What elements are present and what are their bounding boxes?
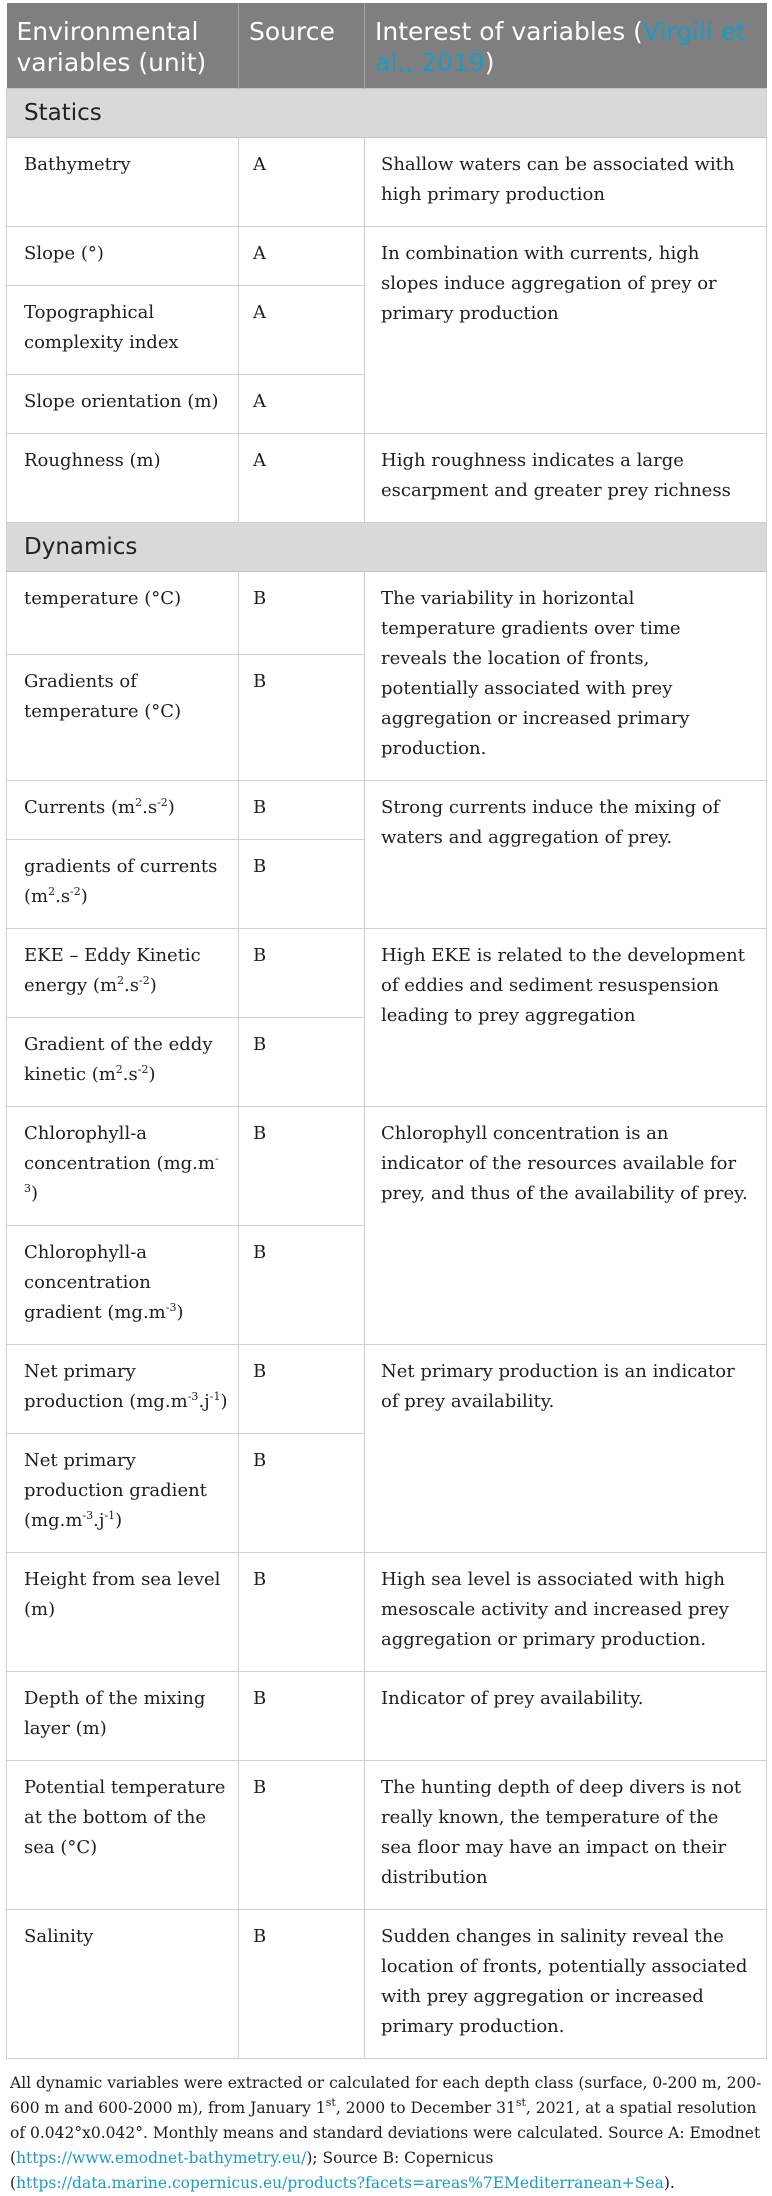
source-cell: B	[239, 1018, 365, 1107]
source-cell: A	[239, 138, 365, 227]
source-cell: A	[239, 434, 365, 523]
source-cell: A	[239, 227, 365, 286]
unit-exponent: -1	[209, 1390, 221, 1403]
section-row-dynamics	[7, 523, 767, 572]
variable-cell: Potential temperature at the bottom of the sea (°C)	[7, 1761, 239, 1910]
emodnet-link[interactable]: https://www.emodnet-bathymetry.eu/	[16, 2149, 307, 2167]
variable-cell	[7, 1107, 239, 1226]
variable-text: .j	[93, 1510, 105, 1531]
variable-cell	[7, 840, 239, 929]
variable-text: Chlorophyll-a concentration (mg.m	[24, 1123, 215, 1174]
unit-exponent: 2	[135, 796, 143, 809]
variable-cell	[7, 1226, 239, 1345]
unit-exponent: 2	[48, 885, 56, 898]
variable-text: .s	[142, 797, 158, 818]
unit-exponent: -3	[82, 1509, 94, 1522]
unit-exponent: -3	[187, 1390, 199, 1403]
variable-cell	[7, 1434, 239, 1553]
variable-text: )	[149, 975, 157, 996]
source-cell: B	[239, 1107, 365, 1226]
table-row	[7, 1672, 767, 1761]
variable-cell	[7, 781, 239, 840]
variable-text: EKE – Eddy Kinetic energy (m	[24, 945, 201, 996]
environmental-variables-table	[6, 3, 767, 2059]
variable-cell: Slope orientation (m)	[7, 375, 239, 434]
citation-link[interactable]: Virgili et al., 2019	[375, 17, 747, 77]
table-row	[7, 1761, 767, 1910]
variable-text: )	[80, 886, 88, 907]
unit-exponent: 2	[117, 974, 125, 987]
variable-text: Net primary production (mg.m	[24, 1361, 188, 1412]
source-cell: B	[239, 1553, 365, 1672]
variable-text: Net primary production gradient (mg.m	[24, 1450, 207, 1531]
footnote-ordinal: st	[325, 2096, 336, 2109]
header-interest-label: Interest of variables (	[375, 17, 643, 46]
header-source: Source	[239, 3, 365, 89]
header-interest	[365, 3, 767, 89]
copernicus-link[interactable]: https://data.marine.copernicus.eu/products?facets=areas%7EMediterranean+Sea	[16, 2174, 664, 2192]
source-cell: A	[239, 286, 365, 375]
interest-cell: High roughness indicates a large escarpment and greater prey richness	[365, 434, 767, 523]
interest-cell: Sudden changes in salinity reveal the location of fronts, potentially associated with prey aggregation or increased primary production.	[365, 1910, 767, 2059]
table-row	[7, 434, 767, 523]
unit-exponent: -2	[157, 796, 168, 809]
table-row	[7, 1107, 767, 1226]
table-footnote	[6, 2059, 766, 2196]
source-cell: B	[239, 572, 365, 655]
variable-cell: Height from sea level (m)	[7, 1553, 239, 1672]
variable-cell: Bathymetry	[7, 138, 239, 227]
variable-cell: Slope (°)	[7, 227, 239, 286]
variable-cell: temperature (°C)	[7, 572, 239, 655]
footnote-text: , 2021, at a spatial resolution of 0.042°x0.042°. Monthly means and standard deviations were calculated. Source A: Emodnet (	[10, 2099, 761, 2167]
variable-text: )	[176, 1302, 184, 1323]
variable-text: .j	[198, 1391, 210, 1412]
table-row	[7, 227, 767, 286]
source-cell: B	[239, 1761, 365, 1910]
footnote-text: ); Source B: Copernicus (	[10, 2149, 494, 2192]
header-variables: Environmental variables (unit)	[7, 3, 239, 89]
section-dynamics: Dynamics	[7, 523, 767, 572]
table-row	[7, 138, 767, 227]
unit-exponent: -2	[70, 885, 81, 898]
variable-cell	[7, 1018, 239, 1107]
variable-text: Chlorophyll-a concentration gradient (mg.m	[24, 1242, 166, 1323]
interest-cell: Strong currents induce the mixing of waters and aggregation of prey.	[365, 781, 767, 929]
unit-exponent: -2	[137, 1063, 149, 1076]
source-cell: B	[239, 840, 365, 929]
interest-cell: The variability in horizontal temperature gradients over time reveals the location of fronts, potentially associated with prey aggregation or increased primary production.	[365, 572, 767, 781]
variable-text: .s	[124, 975, 139, 996]
table-container	[6, 3, 766, 2196]
variable-text: .s	[122, 1064, 138, 1085]
variable-text: )	[148, 1064, 156, 1085]
table-row	[7, 1345, 767, 1434]
source-cell: B	[239, 655, 365, 781]
variable-cell: Topographical complexity index	[7, 286, 239, 375]
variable-text: Currents (m	[24, 797, 136, 818]
variable-cell	[7, 929, 239, 1018]
table-row	[7, 1553, 767, 1672]
table-row	[7, 572, 767, 655]
interest-cell: In combination with currents, high slopes induce aggregation of prey or primary production	[365, 227, 767, 434]
interest-cell: High sea level is associated with high mesoscale activity and increased prey aggregation or primary production.	[365, 1553, 767, 1672]
table-row	[7, 929, 767, 1018]
variable-text: .s	[55, 886, 71, 907]
source-cell: B	[239, 781, 365, 840]
section-row-statics	[7, 89, 767, 138]
footnote-text: ).	[663, 2174, 675, 2192]
interest-cell: Net primary production is an indicator of prey availability.	[365, 1345, 767, 1553]
unit-exponent: -3	[165, 1301, 177, 1314]
variable-cell: Roughness (m)	[7, 434, 239, 523]
variable-cell	[7, 1345, 239, 1434]
variable-text: )	[220, 1391, 228, 1412]
table-header-row	[7, 3, 767, 89]
footnote-text: All dynamic variables were extracted or calculated for each depth class (surface, 0-200 m, 200-600 m and 600-2000 m), from January 1	[10, 2074, 762, 2117]
interest-cell: Shallow waters can be associated with high primary production	[365, 138, 767, 227]
unit-exponent: -3	[24, 1152, 219, 1195]
interest-cell: Indicator of prey availability.	[365, 1672, 767, 1761]
interest-cell: Chlorophyll concentration is an indicator of the resources available for prey, and thus of the availability of prey.	[365, 1107, 767, 1345]
unit-exponent: -1	[104, 1509, 116, 1522]
variable-cell: Salinity	[7, 1910, 239, 2059]
header-interest-close: )	[484, 48, 495, 77]
source-cell: A	[239, 375, 365, 434]
unit-exponent: -2	[138, 974, 150, 987]
variable-text: Gradient of the eddy kinetic (m	[24, 1034, 213, 1085]
source-cell: B	[239, 1226, 365, 1345]
variable-cell: Depth of the mixing layer (m)	[7, 1672, 239, 1761]
footnote-text: , 2000 to December 31	[335, 2099, 516, 2117]
source-cell: B	[239, 1910, 365, 2059]
table-row	[7, 1910, 767, 2059]
unit-exponent: 2	[115, 1063, 123, 1076]
variable-text: )	[31, 1183, 39, 1204]
source-cell: B	[239, 1345, 365, 1434]
source-cell: B	[239, 929, 365, 1018]
interest-cell: High EKE is related to the development of eddies and sediment resuspension leading to prey aggregation	[365, 929, 767, 1107]
interest-cell: The hunting depth of deep divers is not really known, the temperature of the sea floor may have an impact on their distribution	[365, 1761, 767, 1910]
source-cell: B	[239, 1672, 365, 1761]
section-statics: Statics	[7, 89, 767, 138]
variable-text: )	[167, 797, 175, 818]
variable-cell: Gradients of temperature (°C)	[7, 655, 239, 781]
variable-text: )	[115, 1510, 123, 1531]
footnote-ordinal: st	[515, 2096, 526, 2109]
source-cell: B	[239, 1434, 365, 1553]
table-row	[7, 781, 767, 840]
variable-text: gradients of currents (m	[24, 856, 218, 907]
